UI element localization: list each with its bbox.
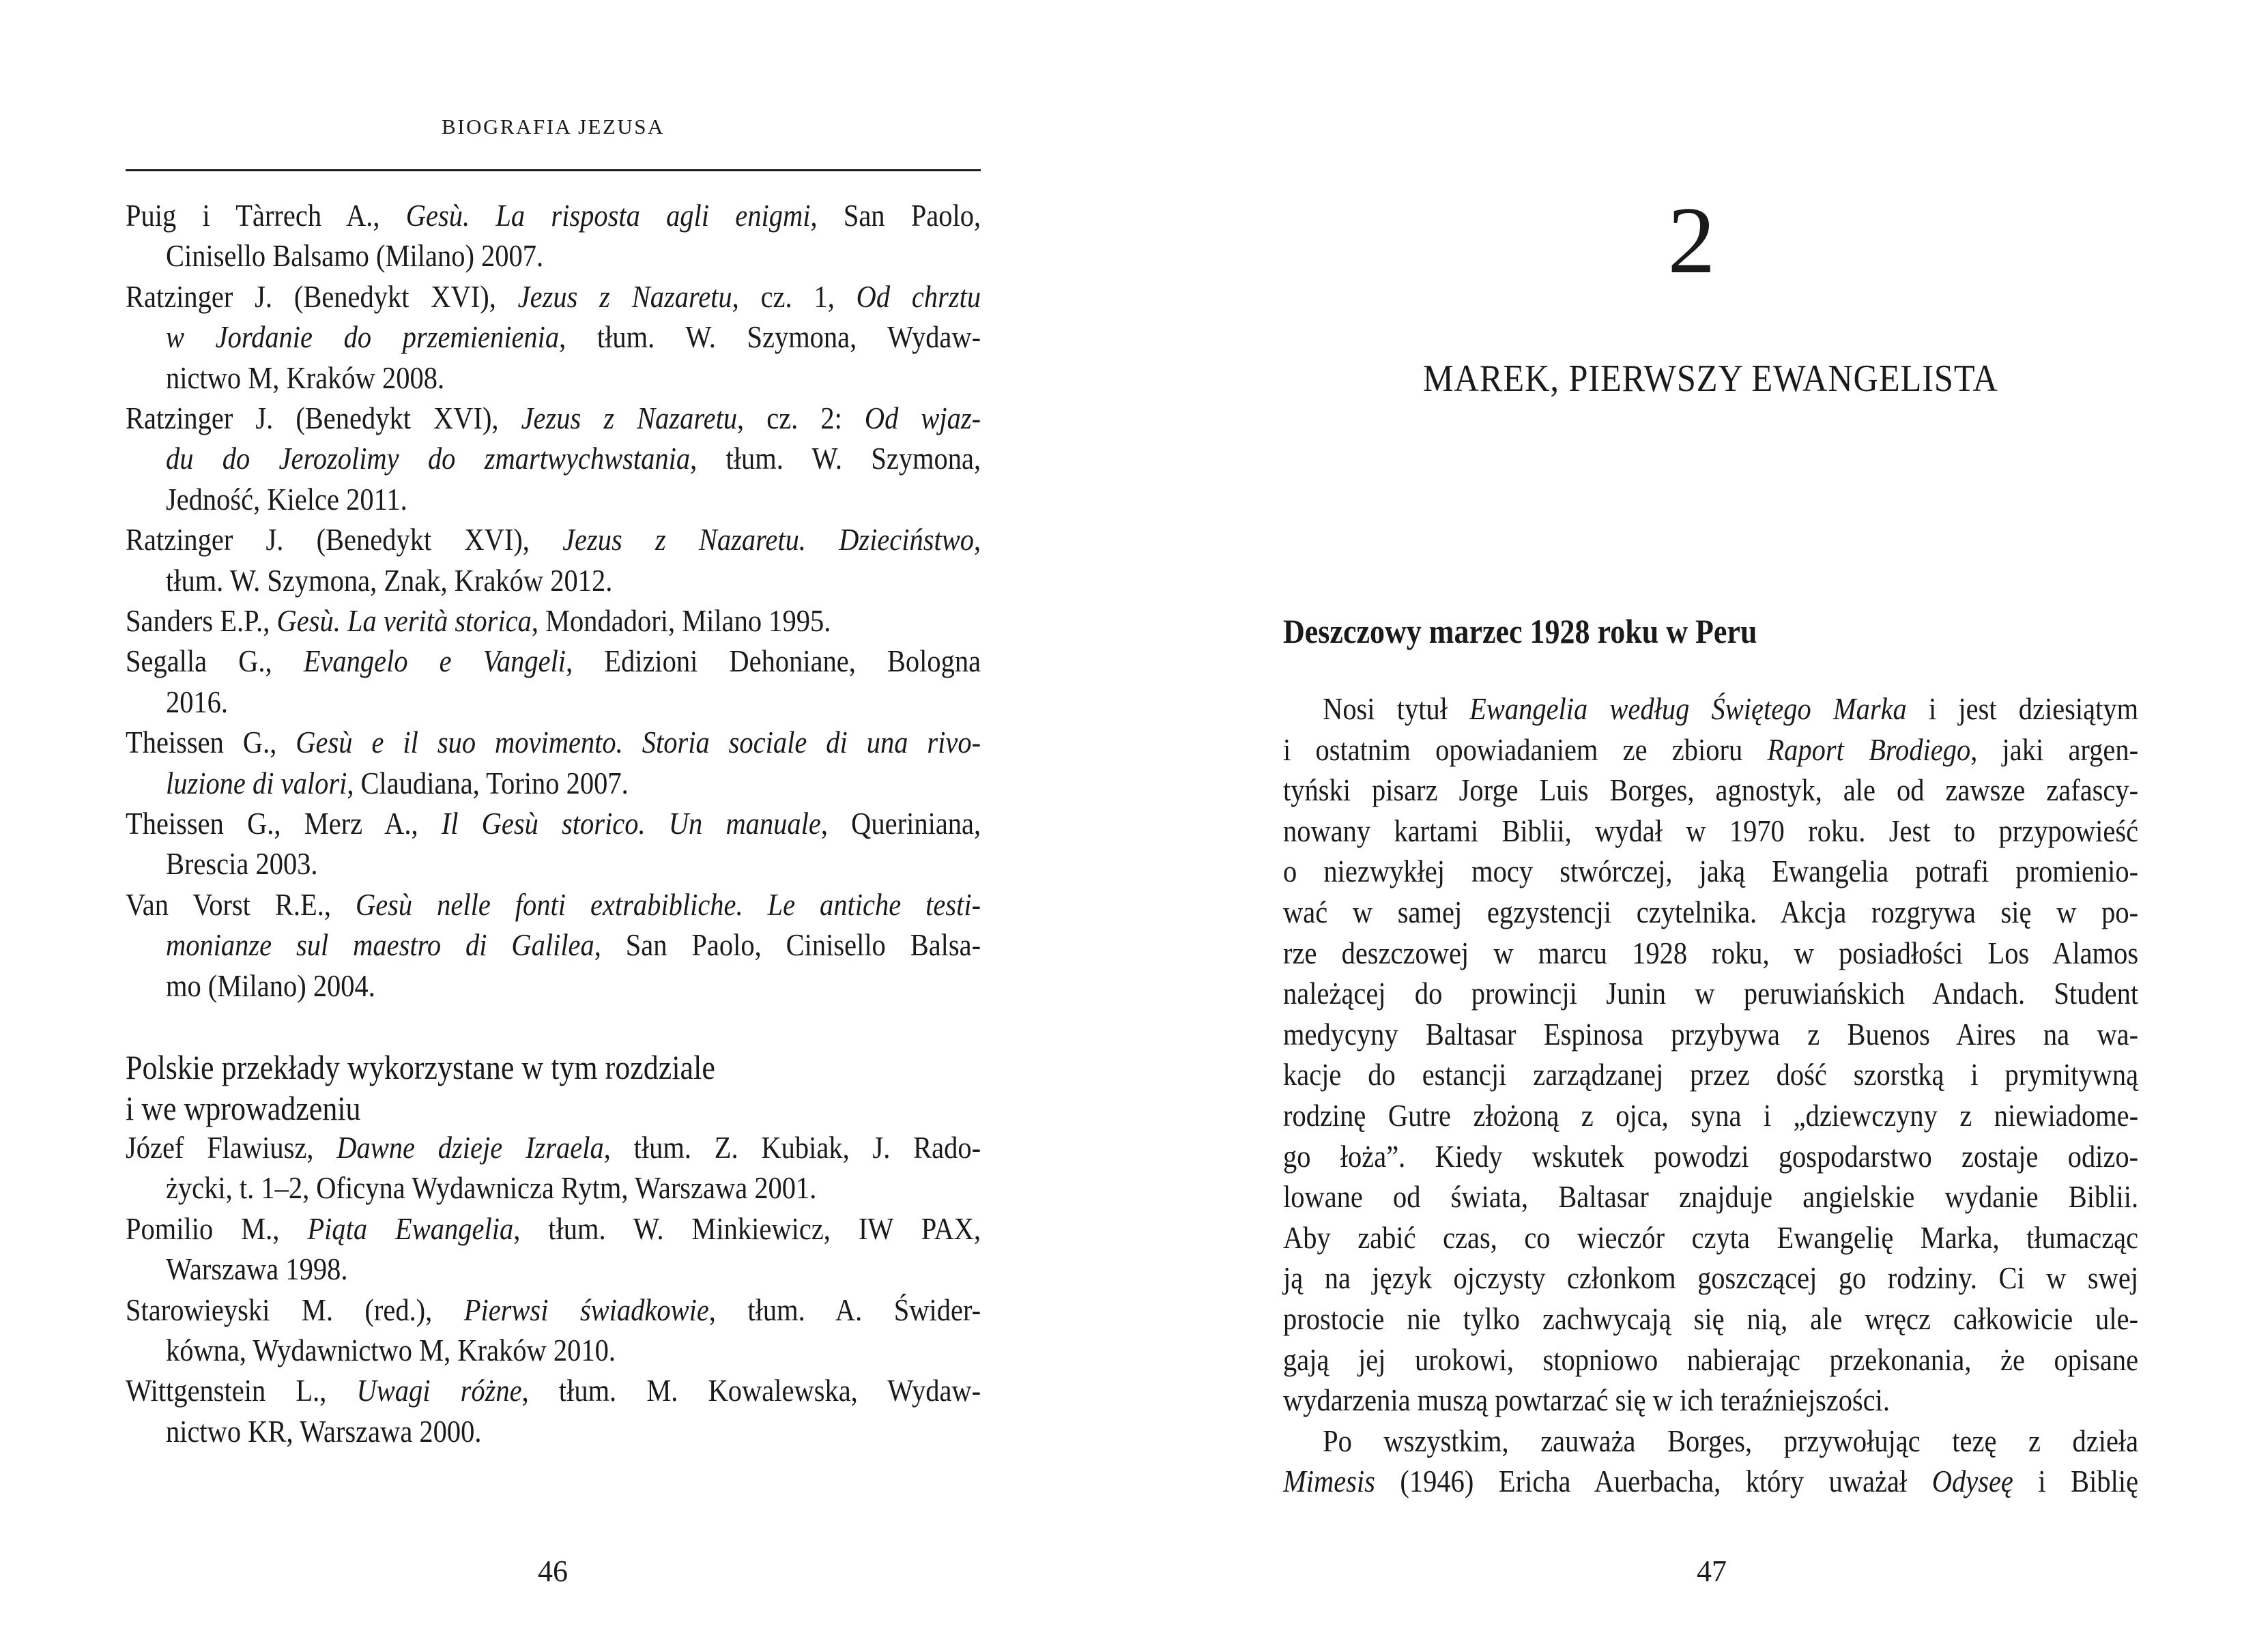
section-heading-line: Polskie przekłady wykorzystane w tym rozdziale [126, 1048, 715, 1086]
paragraph-line [1283, 933, 2255, 974]
paragraph-line [1283, 770, 2255, 811]
text-run: Pomilio M., [126, 1211, 308, 1246]
bibliography-entry-line [126, 600, 1097, 641]
text-run: gają jej urokowi, stopniowo nabierając przekonania, że opisane [1283, 1342, 2139, 1377]
italic-title: Gesù. La verità storica [276, 603, 532, 638]
text-run: , San Paolo, Cinisello Balsa- [594, 927, 981, 962]
italic-title: luzione di valori [165, 766, 347, 800]
text-run: Nosi tytuł [1323, 691, 1470, 726]
text-run: Józef Flawiusz, [126, 1130, 337, 1165]
paragraph-line [1283, 1299, 2255, 1339]
text-run: Jedność, Kielce 2011. [165, 482, 407, 517]
text-run: Theissen G., Merz A., [126, 806, 442, 841]
bibliography-entry-line [126, 358, 1097, 398]
translation-entry-line [126, 1168, 1097, 1208]
paragraph-line [1283, 1380, 2255, 1421]
text-run: , Claudiana, Torino 2007. [347, 766, 629, 800]
text-run: Cinisello Balsamo (Milano) 2007. [165, 238, 544, 273]
italic-title: Odyseę [1931, 1464, 2013, 1498]
text-run: nictwo KR, Warszawa 2000. [165, 1414, 482, 1449]
translation-entry-line [126, 1290, 1097, 1331]
text-run: Theissen G., [126, 725, 296, 759]
paragraph-line [1283, 892, 2255, 933]
text-run: nictwo M, Kraków 2008. [165, 360, 445, 395]
paragraph-line [1283, 811, 2255, 852]
text-run: Aby zabić czas, co wieczór czyta Ewangelię Marka, tłumacząc [1283, 1220, 2139, 1255]
text-run: , San Paolo, [810, 198, 981, 233]
text-run: tłum. W. Szymona, Znak, Kraków 2012. [165, 563, 613, 598]
paragraph-line [1283, 1339, 2255, 1380]
italic-title: du do Jerozolimy do zmartwychwstania [165, 441, 691, 476]
text-run: , Mondadori, Milano 1995. [531, 603, 831, 638]
text-run: kacje do estancji zarządzanej przez dość szorstką i prymitywną [1283, 1057, 2139, 1092]
text-run: i Biblię [2013, 1464, 2139, 1498]
text-run: , cz. 1, [732, 279, 857, 314]
section-subheading-text: Deszczowy marzec 1928 roku w Peru [1283, 612, 1757, 650]
chapter-title [1283, 355, 2138, 403]
header-rule [126, 169, 981, 171]
text-run: 2016. [165, 684, 229, 719]
bibliography-entry-line [126, 519, 1097, 560]
text-run: (1946) Ericha Auerbacha, który uważał [1375, 1464, 1932, 1498]
paragraph-line [1283, 1258, 2255, 1299]
italic-title: Gesù nelle fonti extrabibliche. Le antiche testi- [355, 887, 981, 922]
text-run: , Queriniana, [820, 806, 981, 841]
text-run: lowane od świata, Baltasar znajduje angielskie wydanie Biblii. [1283, 1179, 2139, 1214]
italic-title: Od chrztu [856, 279, 981, 314]
bibliography-entry-line [126, 398, 1097, 439]
bibliography-entry-line [126, 966, 1097, 1006]
left-page [0, 0, 1126, 1652]
paragraph-line [1283, 729, 2255, 770]
right-page [1126, 0, 2257, 1652]
bibliography-entry-line [126, 884, 1097, 925]
italic-title: Evangelo e Vangeli [303, 643, 566, 678]
text-run: Puig i Tàrrech A., [126, 198, 406, 233]
text-run: Segalla G., [126, 643, 304, 678]
text-run: mo (Milano) 2004. [165, 968, 375, 1003]
text-run: , tłum. W. Szymona, [690, 441, 981, 476]
paragraph-line [1283, 1176, 2255, 1217]
paragraph-line [1283, 1095, 2255, 1136]
page-number-right: 47 [1697, 1554, 1727, 1588]
text-run: i jest dziesiątym [1906, 691, 2139, 726]
text-run: , tłum. A. Świder- [708, 1292, 981, 1327]
text-run: rze deszczowej w marcu 1928 roku, w posiadłości Los Alamos [1283, 936, 2139, 970]
italic-title: Jezus z Nazaretu [521, 401, 738, 435]
section-subheading [1283, 611, 1822, 652]
text-run: wać w samej egzystencji czytelnika. Akcja rozgrywa się w po- [1283, 895, 2139, 929]
text-run: wydarzenia muszą powtarzać się w ich teraźniejszości. [1283, 1382, 1891, 1417]
text-run: życki, t. 1–2, Oficyna Wydawnicza Rytm, Warszawa 2001. [165, 1170, 817, 1205]
section-heading-line: i we wprowadzeniu [126, 1089, 361, 1127]
translation-entry-line [126, 1330, 1097, 1371]
italic-title: Piąta Ewangelia [307, 1211, 514, 1246]
text-run: Ratzinger J. (Benedykt XVI), [126, 401, 521, 435]
text-run: Ratzinger J. (Benedykt XVI), [126, 279, 518, 314]
text-run: należącej do prowincji Junin w peruwiańskich Andach. Student [1283, 976, 2139, 1011]
text-run: Ratzinger J. (Benedykt XVI), [126, 522, 563, 557]
text-run: prostocie nie tylko zachwycają się nią, ale wręcz całkowicie ule- [1283, 1301, 2139, 1336]
text-run: tyński pisarz Jorge Luis Borges, agnostyk, ale od zawsze zafascy- [1283, 772, 2139, 807]
italic-title: Raport Brodiego [1767, 732, 1971, 767]
bibliography-entry-line [126, 438, 1097, 479]
text-run: , tłum. M. Kowalewska, Wydaw- [521, 1373, 981, 1408]
italic-title: Jezus z Nazaretu [517, 279, 732, 314]
text-run: i ostatnim opowiadaniem ze zbioru [1283, 732, 1768, 767]
italic-title: Od wjaz- [864, 401, 981, 435]
bibliography-entry-line [126, 276, 1097, 317]
bibliography-entry-line [126, 925, 1097, 966]
translation-entry-line [126, 1370, 1097, 1411]
text-run: go łoża”. Kiedy wskutek powodzi gospodarstwo zostaje odizo- [1283, 1139, 2139, 1174]
text-run: nowany kartami Biblii, wydał w 1970 roku. Jest to przypowieść [1283, 813, 2139, 848]
paragraph-line [1283, 1461, 2255, 1502]
bibliography-entry-line [126, 195, 1097, 236]
running-head: BIOGRAFIA JEZUSA [442, 115, 665, 139]
italic-title: Mimesis [1283, 1464, 1375, 1498]
text-run: o niezwykłej mocy stwórczej, jaką Ewangelia potrafi promienio- [1283, 854, 2139, 888]
paragraph-line [1283, 1054, 2255, 1095]
italic-title: Uwagi różne [356, 1373, 522, 1408]
paragraph-line [1283, 973, 2255, 1014]
text-run: Warszawa 1998. [165, 1251, 348, 1286]
paragraph-line [1283, 1421, 2255, 1462]
bibliography-entry-line [126, 682, 1097, 723]
text-run: , tłum. W. Minkiewicz, IW PAX, [513, 1211, 981, 1246]
paragraph-line [1283, 1136, 2255, 1177]
text-run: , [974, 522, 981, 557]
bibliography-entry-line [126, 803, 1097, 844]
bibliography-entry-line [126, 317, 1097, 358]
text-run: Brescia 2003. [165, 846, 318, 881]
italic-title: Gesù. La risposta agli enigmi [405, 198, 811, 233]
italic-title: w Jordanie do przemienienia [165, 319, 560, 354]
italic-title: Gesù e il suo movimento. Storia sociale di una rivo- [296, 725, 981, 759]
italic-title: Pierwsi świadkowie [463, 1292, 709, 1327]
paragraph-line [1283, 1217, 2255, 1258]
text-run: Starowieyski M. (red.), [126, 1292, 464, 1327]
translation-entry-line [126, 1127, 1097, 1168]
italic-title: Ewangelia według Świętego Marka [1469, 691, 1907, 726]
text-run: Sanders E.P., [126, 603, 277, 638]
bibliography-entry-line [126, 763, 1097, 804]
italic-title: Jezus z Nazaretu. Dzieciństwo [562, 522, 974, 557]
italic-title: Il Gesù storico. Un manuale [441, 806, 821, 841]
bibliography-entry-line [126, 843, 1097, 884]
paragraph-line [1283, 851, 2255, 892]
italic-title: monianze sul maestro di Galilea [165, 927, 594, 962]
bibliography-entry-line [126, 560, 1097, 601]
text-run: , cz. 2: [737, 401, 865, 435]
text-run: rodzinę Gutre złożoną z ojca, syna i „dziewczyny z niewiadome- [1283, 1098, 2139, 1133]
bibliography-entry-line [126, 479, 1097, 520]
bibliography-entry-line [126, 722, 1097, 763]
chapter-number: 2 [1667, 188, 1716, 293]
paragraph-line [1283, 689, 2255, 729]
text-run: , Edizioni Dehoniane, Bologna [566, 643, 981, 678]
text-run: Wittgenstein L., [126, 1373, 357, 1408]
text-run: ją na język ojczysty członkom goszczącej go rodziny. Ci w swej [1283, 1260, 2139, 1295]
text-run: , tłum. W. Szymona, Wydaw- [559, 319, 981, 354]
chapter-title-text: MAREK, PIERWSZY EWANGELISTA [1423, 358, 1998, 400]
text-run: Po wszystkim, zauważa Borges, przywołując tezę z dzieła [1323, 1423, 2139, 1458]
text-run: kówna, Wydawnictwo M, Kraków 2010. [165, 1333, 616, 1367]
text-run: , tłum. Z. Kubiak, J. Rado- [603, 1130, 981, 1165]
translation-entry-line [126, 1249, 1097, 1290]
translation-entry-line [126, 1208, 1097, 1249]
translation-entry-line [126, 1411, 1097, 1452]
text-run: medycyny Baltasar Espinosa przybywa z Buenos Aires na wa- [1283, 1017, 2139, 1052]
text-run: , jaki argen- [1970, 732, 2139, 767]
paragraph-line [1283, 1014, 2255, 1055]
text-run: Van Vorst R.E., [126, 887, 356, 922]
bibliography-entry-line [126, 641, 1097, 682]
italic-title: Dawne dzieje Izraela [336, 1130, 604, 1165]
page-number-left: 46 [538, 1554, 568, 1588]
bibliography-entry-line [126, 235, 1097, 276]
